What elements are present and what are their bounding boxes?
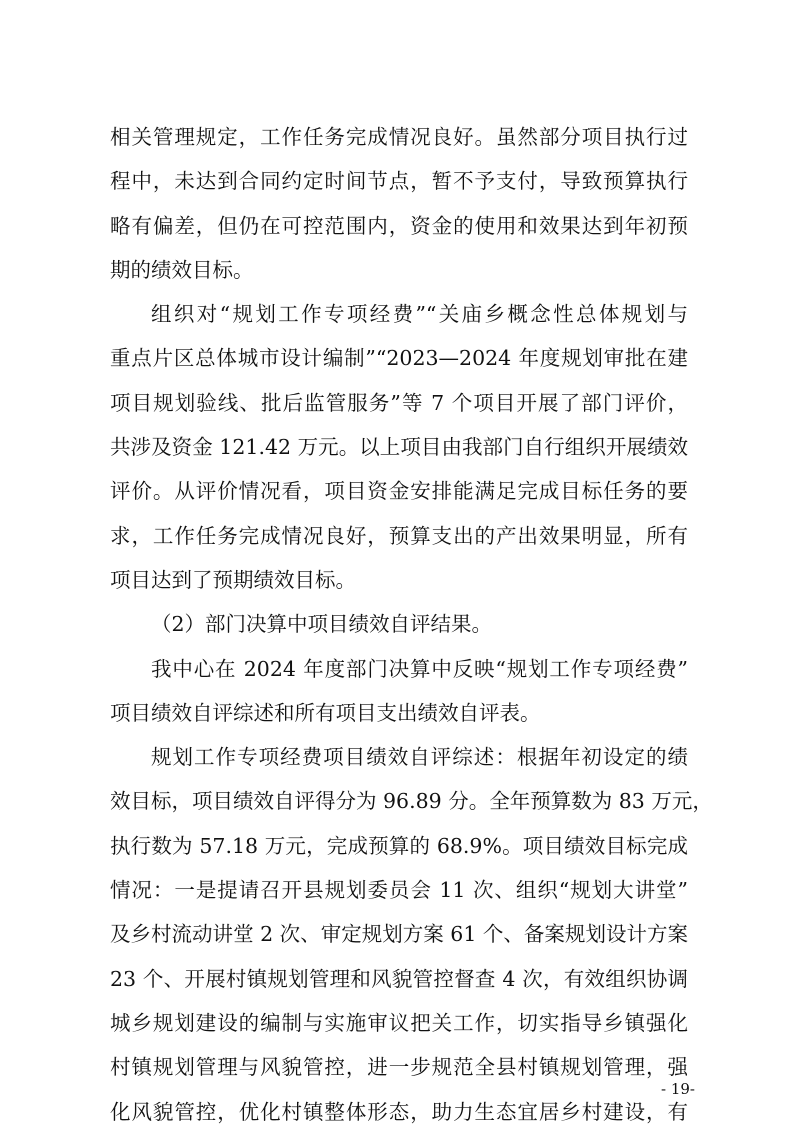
page-number: - 19- [661,1080,695,1098]
text-line: 及乡村流动讲堂 2 次、审定规划方案 61 个、备案规划设计方案 [110,922,688,947]
text-line: 规划工作专项经费项目绩效自评综述：根据年初设定的绩 [151,745,688,770]
paragraph-4 [110,647,688,736]
text-line: 情况：一是提请召开县规划委员会 11 次、组织“规划大讲堂” [110,878,688,903]
paragraph-1 [110,115,688,292]
text-line: 组织对“规划工作专项经费”“关庙乡概念性总体规划与 [151,302,688,327]
text-line: 项目绩效自评综述和所有项目支出绩效自评表。 [110,700,541,725]
text-line: 村镇规划管理与风貌管控，进一步规范全县村镇规划管理，强 [110,1055,688,1080]
text-line: 共涉及资金 121.42 万元。以上项目由我部门自行组织开展绩效 [110,435,688,460]
text-line: 化风貌管控，优化村镇整体形态，助力生态宜居乡村建设，有 [110,1099,688,1124]
text-line: 重点片区总体城市设计编制”“2023—2024 年度规划审批在建 [110,346,688,371]
text-line: 程中，未达到合同约定时间节点，暂不予支付，导致预算执行 [110,169,688,194]
text-line: 执行数为 57.18 万元，完成预算的 68.9%。项目绩效目标完成 [110,833,688,858]
text-line: 期的绩效目标。 [110,257,254,282]
text-line: 项目达到了预期绩效目标。 [110,567,356,592]
page-body [110,115,713,1134]
text-line: 效目标，项目绩效自评得分为 96.89 分。全年预算数为 83 万元， [110,789,713,814]
paragraph-2 [110,292,688,602]
text-line: 评价。从评价情况看，项目资金安排能满足完成目标任务的要 [110,479,688,504]
paragraph-5 [110,735,713,1134]
text-line: 我中心在 2024 年度部门决算中反映“规划工作专项经费” [151,656,688,681]
text-line: （2）部门决算中项目绩效自评结果。 [151,612,493,637]
text-line: 23 个、开展村镇规划管理和风貌管控督查 4 次，有效组织协调 [110,966,688,991]
section-heading [110,602,688,646]
text-line: 城乡规划建设的编制与实施审议把关工作，切实指导乡镇强化 [110,1010,688,1035]
text-line: 项目规划验线、批后监管服务”等 7 个项目开展了部门评价， [110,390,688,415]
text-line: 求，工作任务完成情况良好，预算支出的产出效果明显，所有 [110,523,688,548]
text-line: 相关管理规定，工作任务完成情况良好。虽然部分项目执行过 [110,125,688,149]
text-line: 略有偏差，但仍在可控范围内，资金的使用和效果达到年初预 [110,213,688,238]
